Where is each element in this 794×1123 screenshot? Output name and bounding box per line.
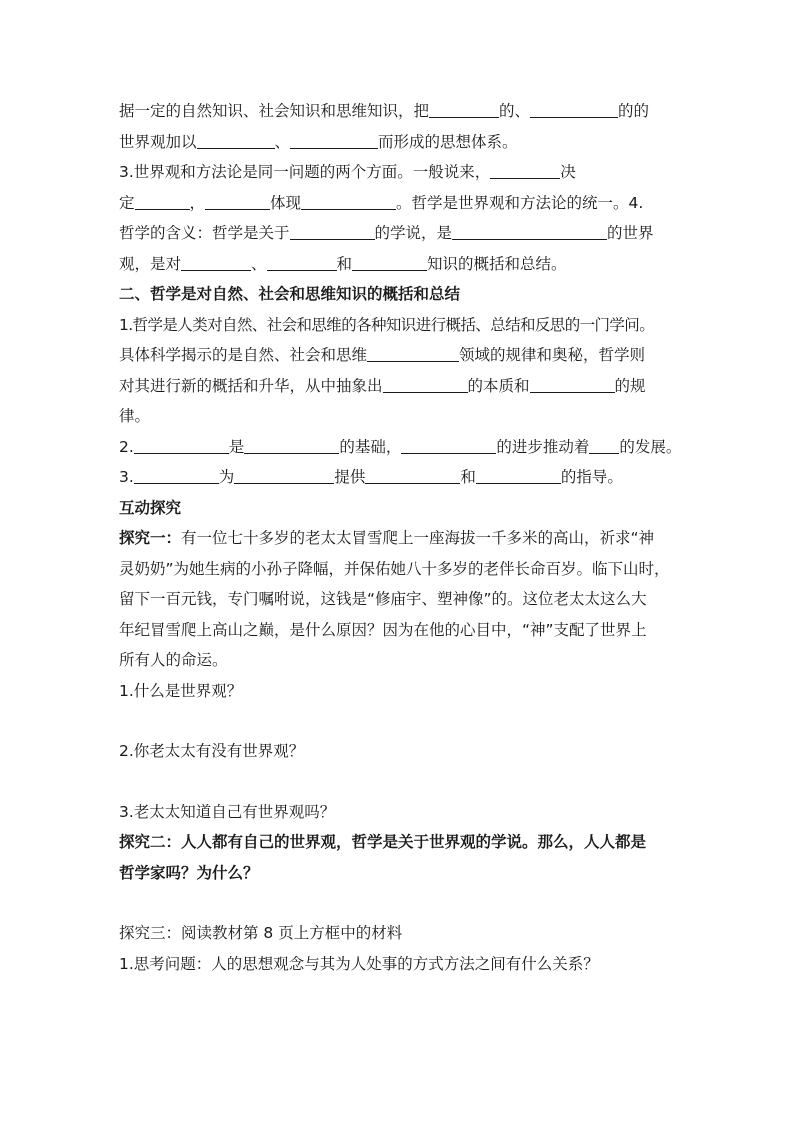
- explore-three: 探究三：阅读教材第 8 页上方框中的材料: [119, 924, 403, 942]
- line-text: 而形成的思想体系。: [378, 132, 518, 151]
- fill-blank[interactable]: [476, 468, 561, 485]
- fill-blank[interactable]: [290, 224, 375, 241]
- text-line: [119, 249, 684, 280]
- fill-blank[interactable]: [301, 193, 396, 210]
- text-line: [119, 218, 684, 249]
- text-line: [119, 127, 684, 158]
- line-text: ，: [189, 193, 206, 212]
- text-line: [119, 96, 684, 127]
- line-text: 的的: [618, 102, 650, 120]
- line-text: 知识的概括和总结。: [427, 254, 567, 273]
- fill-blank[interactable]: [589, 437, 619, 454]
- line-text: 2.: [119, 437, 134, 456]
- section-heading: 互动探究: [119, 498, 182, 517]
- line-text: 据一定的自然知识、社会知识和思维知识，把: [119, 102, 430, 120]
- fill-blank[interactable]: [383, 376, 468, 393]
- worksheet-page: [119, 96, 684, 979]
- fill-blank[interactable]: [352, 254, 427, 271]
- fill-blank[interactable]: [490, 163, 560, 180]
- fill-blank[interactable]: [135, 193, 190, 210]
- line-text: 、: [274, 132, 291, 151]
- text-line: 所有人的命运。: [119, 651, 228, 669]
- line-text: 具体科学揭示的是自然、社会和思维: [119, 346, 368, 364]
- line-text: 世界观加以: [119, 132, 197, 151]
- answer-space[interactable]: [119, 767, 684, 797]
- line-text: 观，是对: [119, 254, 182, 273]
- line-text: 的学说，是: [374, 224, 453, 242]
- fill-blank[interactable]: [452, 224, 607, 241]
- explore-label: 探究一：: [119, 529, 182, 547]
- explore-two-cont: 哲学家吗？为什么？: [119, 863, 259, 882]
- text-line: [119, 523, 684, 554]
- text-line: [119, 340, 684, 371]
- fill-blank[interactable]: [134, 468, 219, 485]
- fill-blank[interactable]: [234, 468, 334, 485]
- line-text: 领域的规律和奥秘，哲学则: [459, 346, 646, 364]
- line-text: 3.世界观和方法论是同一问题的两个方面。一般说来，: [119, 163, 491, 181]
- line-text: 体现: [270, 193, 302, 212]
- line-text: 定: [119, 193, 135, 212]
- line-text: 是: [228, 437, 245, 456]
- question: 1.什么是世界观？: [119, 681, 243, 700]
- line-text: 为: [218, 468, 235, 486]
- question: 3.老太太知道自己有世界观吗？: [119, 802, 336, 821]
- line-text: 的基础，: [339, 437, 402, 456]
- line-text: 的规: [614, 376, 646, 395]
- line-text: 哲学的含义：哲学是关于: [119, 224, 290, 242]
- line-text: 的发展。: [619, 437, 682, 456]
- fill-blank[interactable]: [205, 193, 270, 210]
- fill-blank[interactable]: [197, 132, 275, 149]
- text-line: [119, 310, 684, 341]
- text-line: 年纪冒雪爬上高山之巅，是什么原因？因为在他的心目中，“神”支配了世界上: [119, 620, 647, 639]
- answer-space[interactable]: [119, 888, 684, 918]
- fill-blank[interactable]: [365, 468, 460, 485]
- answer-space[interactable]: [119, 706, 684, 736]
- explore-two: 探究二：人人都有自己的世界观，哲学是关于世界观的学说。那么，人人都是: [119, 833, 647, 851]
- fill-blank[interactable]: [267, 254, 337, 271]
- fill-blank[interactable]: [367, 346, 459, 363]
- line-text: 3.: [119, 468, 134, 486]
- text-line: 灵奶奶”为她生病的小孙子降幅，并保佑她八十多岁的老伴长命百岁。临下山时，: [119, 559, 670, 578]
- section-heading: 二、哲学是对自然、社会和思维知识的概括和总结: [119, 285, 461, 303]
- line-text: 的指导。: [560, 468, 623, 486]
- line-text: 的世界: [607, 224, 654, 242]
- fill-blank[interactable]: [530, 102, 618, 119]
- line-text: 提供: [334, 468, 366, 486]
- line-text: 有一位七十多岁的老太太冒雪爬上一座海拔一千多米的高山，祈求“神: [181, 529, 655, 547]
- line-text: 和: [460, 468, 476, 486]
- line-text: 的、: [499, 102, 531, 120]
- fill-blank[interactable]: [401, 437, 496, 454]
- text-line: [119, 462, 684, 493]
- question: 2.你老太太有没有世界观？: [119, 742, 305, 760]
- text-line: [119, 188, 684, 219]
- fill-blank[interactable]: [181, 254, 251, 271]
- fill-blank[interactable]: [134, 437, 229, 454]
- fill-blank[interactable]: [244, 437, 339, 454]
- fill-blank[interactable]: [429, 102, 499, 119]
- fill-blank[interactable]: [290, 132, 378, 149]
- line-text: 。哲学是世界观和方法论的统一。4.: [396, 193, 644, 212]
- line-text: 、: [251, 254, 267, 273]
- fill-blank[interactable]: [530, 376, 615, 393]
- line-text: 决: [560, 163, 576, 181]
- text-line: [119, 432, 684, 463]
- line-text: 1.哲学是人类对自然、社会和思维的各种知识进行概括、总结和反思的一门学问。: [119, 315, 655, 334]
- line-text: 的进步推动着: [496, 437, 590, 456]
- question: 1.思考问题：人的思想观念与其为人处事的方式方法之间有什么关系？: [119, 954, 599, 973]
- text-line: [119, 371, 684, 402]
- text-line: [119, 157, 684, 188]
- line-text: 和: [336, 254, 353, 273]
- line-text: 对其进行新的概括和升华，从中抽象出: [119, 376, 383, 395]
- text-line: 留下一百元钱，专门嘱咐说，这钱是“修庙宇、塑神像”的。这位老太太这么大: [119, 590, 647, 608]
- line-text: 的本质和: [467, 376, 530, 395]
- text-line: 律。: [119, 407, 151, 425]
